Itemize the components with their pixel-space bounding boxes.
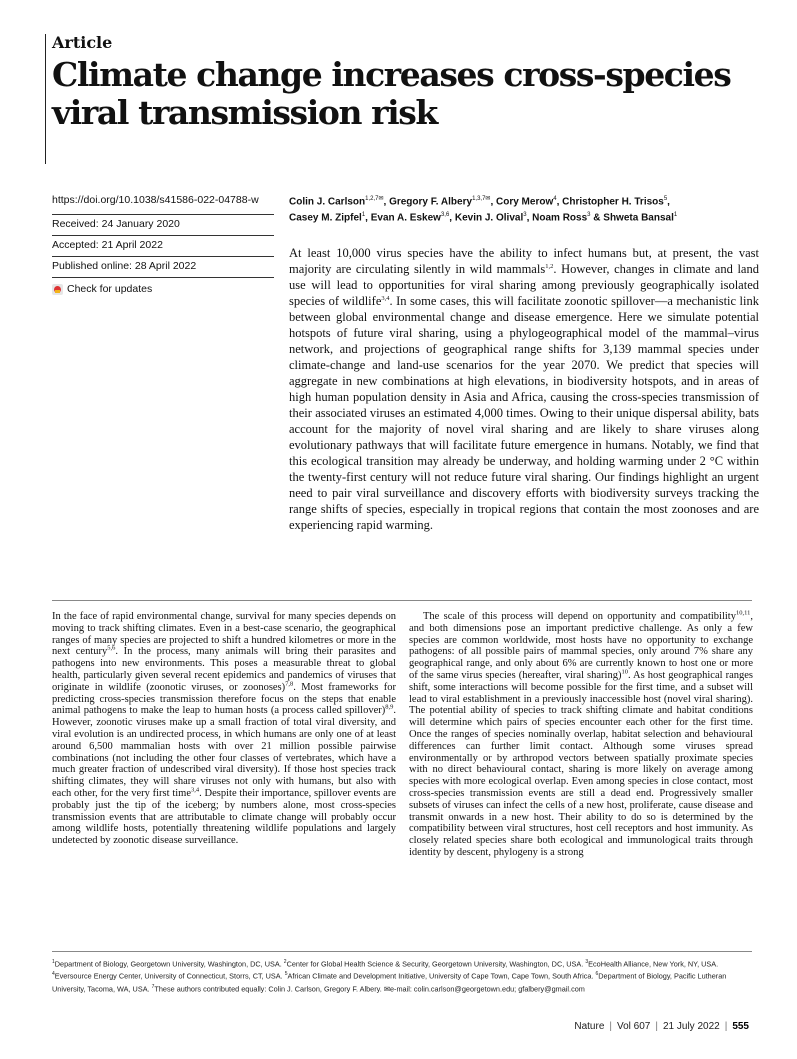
author-affiliation: 1,2,7✉ <box>365 196 384 202</box>
check-for-updates-label: Check for updates <box>67 282 153 295</box>
footnote-divider <box>52 951 752 952</box>
check-for-updates-icon <box>52 284 63 295</box>
article-type-label: Article <box>52 33 113 52</box>
body-column-right: The scale of this process will depend on opportunity and compatibility$^{10,11}$, and both dimensions pose an important predictive challenge. As only a few species are common worldwide, most hosts have no opportunity to exchange pathogens: of all possible pairs of mammal species, only around 7% share any geographical range, and only about 6% are currently known to host one or more of the same virus species (hereafter, viral sharing)$^{10}$. As host geographical ranges shift, some interactions will become possible for the first time, and a subset will lead to viral establishment in a previously inaccessible host (novel viral sharing). The potential ability of species to track shifting climate and habitat conditions will determine which pairs of species encounter each other for the first time. Once the ranges of species nominally overlap, habitat selection and behavioural differences can further limit contact. Although some viruses spread environmentally or by arthropod vectors between spatially proximate species with no direct behavioural contact, sharing is more likely on average among species with more ecological overlap. Even among species in close contact, most cross-species transmission events are still a dead end. Progressively smaller subsets of viruses can infect the cells of a new host, proliferate, cause disease and transmit onwards in a new host. Their ability to do so is determined by the compatibility between viral structures, host cell receptors and host immunity. As closely related species share both ecological and immunological traits through identity by descent, phylogeny is a strong <box>409 609 753 858</box>
author-name: Casey M. Zipfel <box>289 212 362 224</box>
author-name: Colin J. Carlson <box>289 196 366 208</box>
author-affiliation: 3 <box>587 211 591 218</box>
author-affiliation: 5 <box>663 196 668 202</box>
author-name: Cory Merow <box>496 196 554 208</box>
section-divider <box>52 600 752 601</box>
received-date: Received: 24 January 2020 <box>52 214 274 235</box>
accepted-date: Accepted: 21 April 2022 <box>52 235 274 256</box>
abstract: At least 10,000 virus species have the ability to infect humans but, at present, the vast majority are circulating silently in wild mammals$^{1,2}$. However, changes in climate and land use will lead to opportunities for viral sharing among previously geographically isolated species of wildlife$^{3,4}$. In some cases, this will facilitate zoonotic spillover—a mechanistic link between global environmental change and disease emergence. Here we simulate potential hotspots of future viral sharing, using a phylogeographical model of the mammal–virus network, and projections of geographical range shifts for 3,139 mammal species under climate-change and land-use scenarios for the year 2070. We predict that species will aggregate in new combinations at high elevations, in biodiversity hotspots, and in areas of high human population density in Asia and Africa, causing the cross-species transmission of their associated viruses an estimated 4,000 times. Owing to their unique dispersal ability, bats account for the majority of novel viral sharing and are likely to share viruses along evolutionary pathways that will facilitate future emergence in humans. Notably, we find that this ecological transition may already be underway, and holding warming under 2 °C within the twenty-first century will not reduce future viral sharing. Our findings highlight an urgent need to pair viral surveillance and discovery efforts with biodiversity surveys tracking the range shifts of species, especially in tropical regions that contain the most zoonoses and are experiencing rapid warming. <box>289 246 759 532</box>
volume: Vol 607 <box>617 1021 651 1032</box>
page-number: 555 <box>732 1021 749 1032</box>
author-affiliation: 3 <box>523 211 527 218</box>
author-list: Colin J. Carlson$^{1,2,7✉}$, Gregory F. Albery$^{1,3,7✉}$, Cory Merow$^4$, Christopher H. Trisos$^5$, Casey M. Zipfel$^1$, Evan A. Eskew$^{3,6}$, Kevin J. Olival$^3$, Noam Ross$^3$ & Shweta Bansal$^1$ <box>289 196 678 224</box>
author-affiliation: 4 <box>553 196 557 202</box>
author-affiliation: 1 <box>673 211 678 218</box>
affiliations: $^1$Department of Biology, Georgetown University, Washington, DC, USA. $^2$Center for Global Health Science & Security, Georgetown University, Washington, DC, USA. $^3$EcoHealth Alliance, New York, NY, USA. $^4$Eversource Energy Center, University of Connecticut, Storrs, CT, USA. $^5$African Climate and Development Initiative, University of Cape Town, Cape Town, South Africa. $^6$Department of Biology, Pacific Lutheran University, Tacoma, WA, USA. $^7$These authors contributed equally: Colin J. Carlson, Gregory F. Albery. ✉e-mail: colin.carlson@georgetown.edu; gfalbery@gmail.com <box>52 959 727 994</box>
author-name: Noam Ross <box>532 212 588 224</box>
issue-date: 21 July 2022 <box>662 1021 720 1032</box>
author-affiliation: 1,3,7✉ <box>472 196 491 202</box>
corresponding-email[interactable]: ✉e-mail: colin.carlson@georgetown.edu; gfalbery@gmail.com <box>383 984 585 994</box>
body-column-left: In the face of rapid environmental change, survival for many species depends on moving to track shifting climates. Even in a best-case scenario, the geographical ranges of many species are projected to shift a hundred kilometres or more in the next century$^{5,6}$. In the process, many animals will bring their parasites and pathogens into new environments. This poses a measurable threat to global health, particularly given several recent epidemics and pandemics of viruses that originate in wildlife (zoonotic viruses, or zoonoses)$^{7,8}$. Most frameworks for predicting cross-species transmission therefore focus on the steps that enable animal pathogens to make the leap to human hosts (a process called spillover)$^{8,9}$. However, zoonotic viruses make up a small fraction of total viral diversity, and viral evolution is an undirected process, in which humans are only one of at least around 6,500 mammalian hosts with over 21 million possible pairwise combinations (not including the other four classes of vertebrates, which have a much greater fraction of undescribed viral diversity). If those host species track shifting climates, they will share viruses not only with humans, but also with each other, for the very first time$^{3,4}$. Despite their importance, spillover events are probably just the tip of the iceberg; by numbers alone, most cross-species transmission events that are attributable to climate change will probably occur among wildlife hosts, potentially threatening wildlife populations and largely undetected by zoonotic disease surveillance. <box>52 611 397 847</box>
author-name: Evan A. Eskew <box>370 212 441 224</box>
page-footer: Nature | Vol 607 | 21 July 2022 | 555 <box>574 1021 749 1032</box>
author-name: Christopher H. Trisos <box>562 196 664 208</box>
header-rule <box>45 34 46 164</box>
journal-name: Nature <box>574 1021 605 1032</box>
doi-link[interactable]: https://doi.org/10.1038/s41586-022-04788-w <box>52 194 259 206</box>
author-affiliation: 1 <box>361 211 366 218</box>
published-date: Published online: 28 April 2022 <box>52 256 274 277</box>
author-name: Gregory F. Albery <box>389 196 473 208</box>
article-title: Climate change increases cross-species viral transmission risk <box>52 55 731 132</box>
check-for-updates-link[interactable] <box>52 277 274 298</box>
article-meta <box>52 193 274 298</box>
author-name: Shweta Bansal <box>603 212 674 224</box>
author-name: Kevin J. Olival <box>454 212 524 224</box>
author-affiliation: 3,6 <box>440 211 450 218</box>
